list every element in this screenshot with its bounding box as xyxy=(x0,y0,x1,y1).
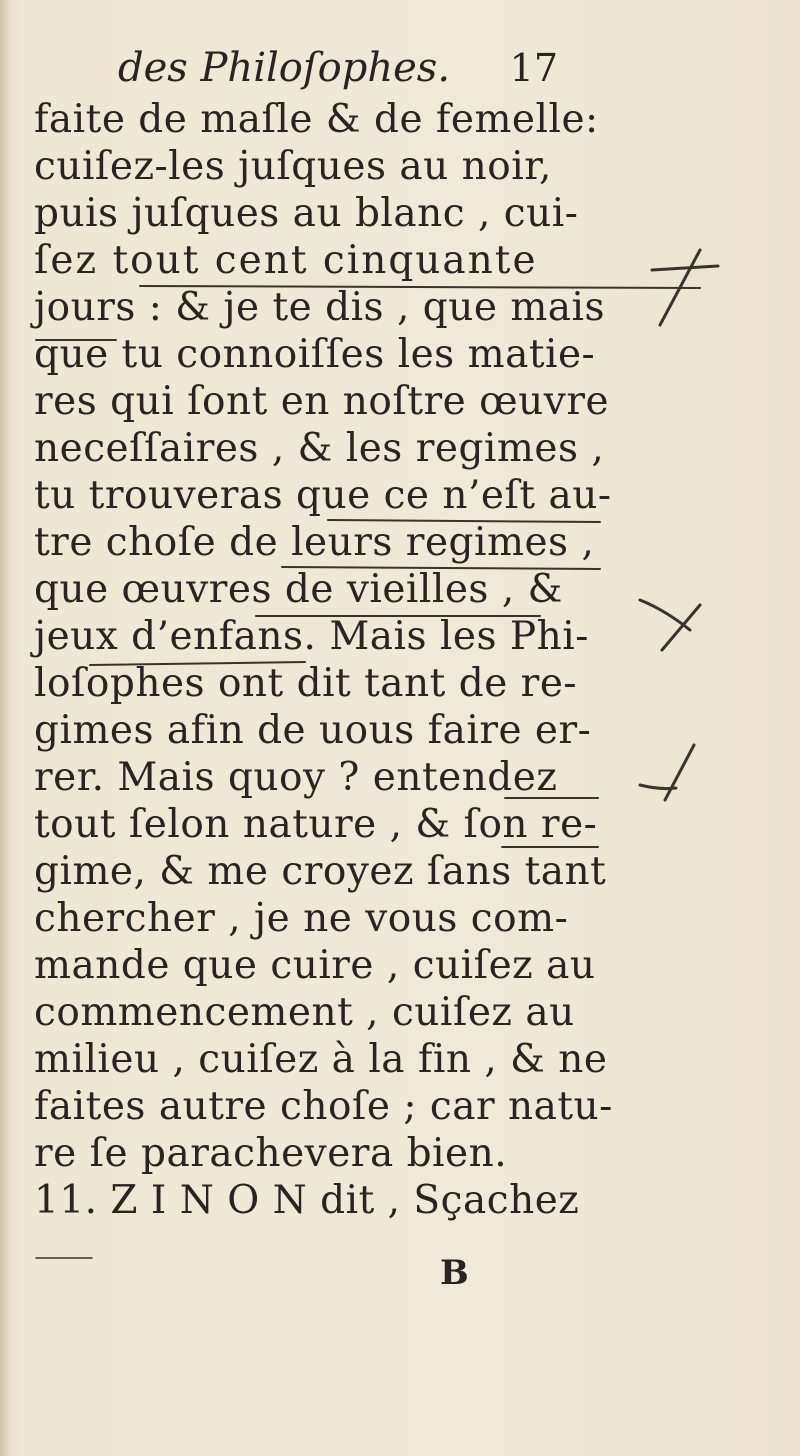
text-line: neceſſaires , & les regimes , xyxy=(34,426,605,471)
text-line: faite de maſle & de femelle: xyxy=(34,97,599,142)
text-line: que tu connoiſſes les matie- xyxy=(34,332,596,377)
text-line: commencement , cuiſez au xyxy=(34,990,575,1035)
text-line: faites autre choſe ; car natu- xyxy=(34,1084,613,1129)
text-line: que œuvres de vieilles , & xyxy=(34,567,563,612)
text-line: tout ſelon nature , & ſon re- xyxy=(34,802,598,847)
text-line: res qui ſont en noſtre œuvre xyxy=(34,379,610,424)
text-line: re ſe parachevera bien. xyxy=(34,1131,508,1176)
text-line: loſophes ont dit tant de re- xyxy=(34,661,578,706)
text-line: jeux d’enfans. Mais les Phi- xyxy=(34,614,589,659)
text-line: tu trouveras que ce n’eſt au- xyxy=(34,473,612,518)
text-line: chercher , je ne vous com- xyxy=(34,896,569,941)
text-line: milieu , cuiſez à la fin , & ne xyxy=(34,1037,608,1082)
text-line: tre choſe de leurs regimes , xyxy=(34,520,595,565)
text-line: cuiſez-les juſques au noir, xyxy=(34,144,552,189)
text-line: rer. Mais quoy ? entendez xyxy=(34,755,558,800)
text-line: jours : & je te dis , que mais xyxy=(34,285,606,330)
text-line: gimes afin de uous faire er- xyxy=(34,708,592,753)
running-title: des Philoſophes. xyxy=(118,45,451,91)
page-gutter-shadow xyxy=(0,0,10,1456)
body-text xyxy=(34,96,613,1224)
text-line: puis juſques au blanc , cui- xyxy=(34,191,579,236)
text-line: 11. Z I N O N dit , Sçachez xyxy=(34,1178,580,1223)
page-header xyxy=(118,38,558,98)
page-number: 17 xyxy=(509,46,558,90)
text-line: ſez tout cent cinquante xyxy=(34,238,538,283)
signature-mark: B xyxy=(440,1253,469,1293)
text-line: mande que cuire , cuiſez au xyxy=(34,943,596,988)
text-line: gime, & me croyez ſans tant xyxy=(34,849,607,894)
